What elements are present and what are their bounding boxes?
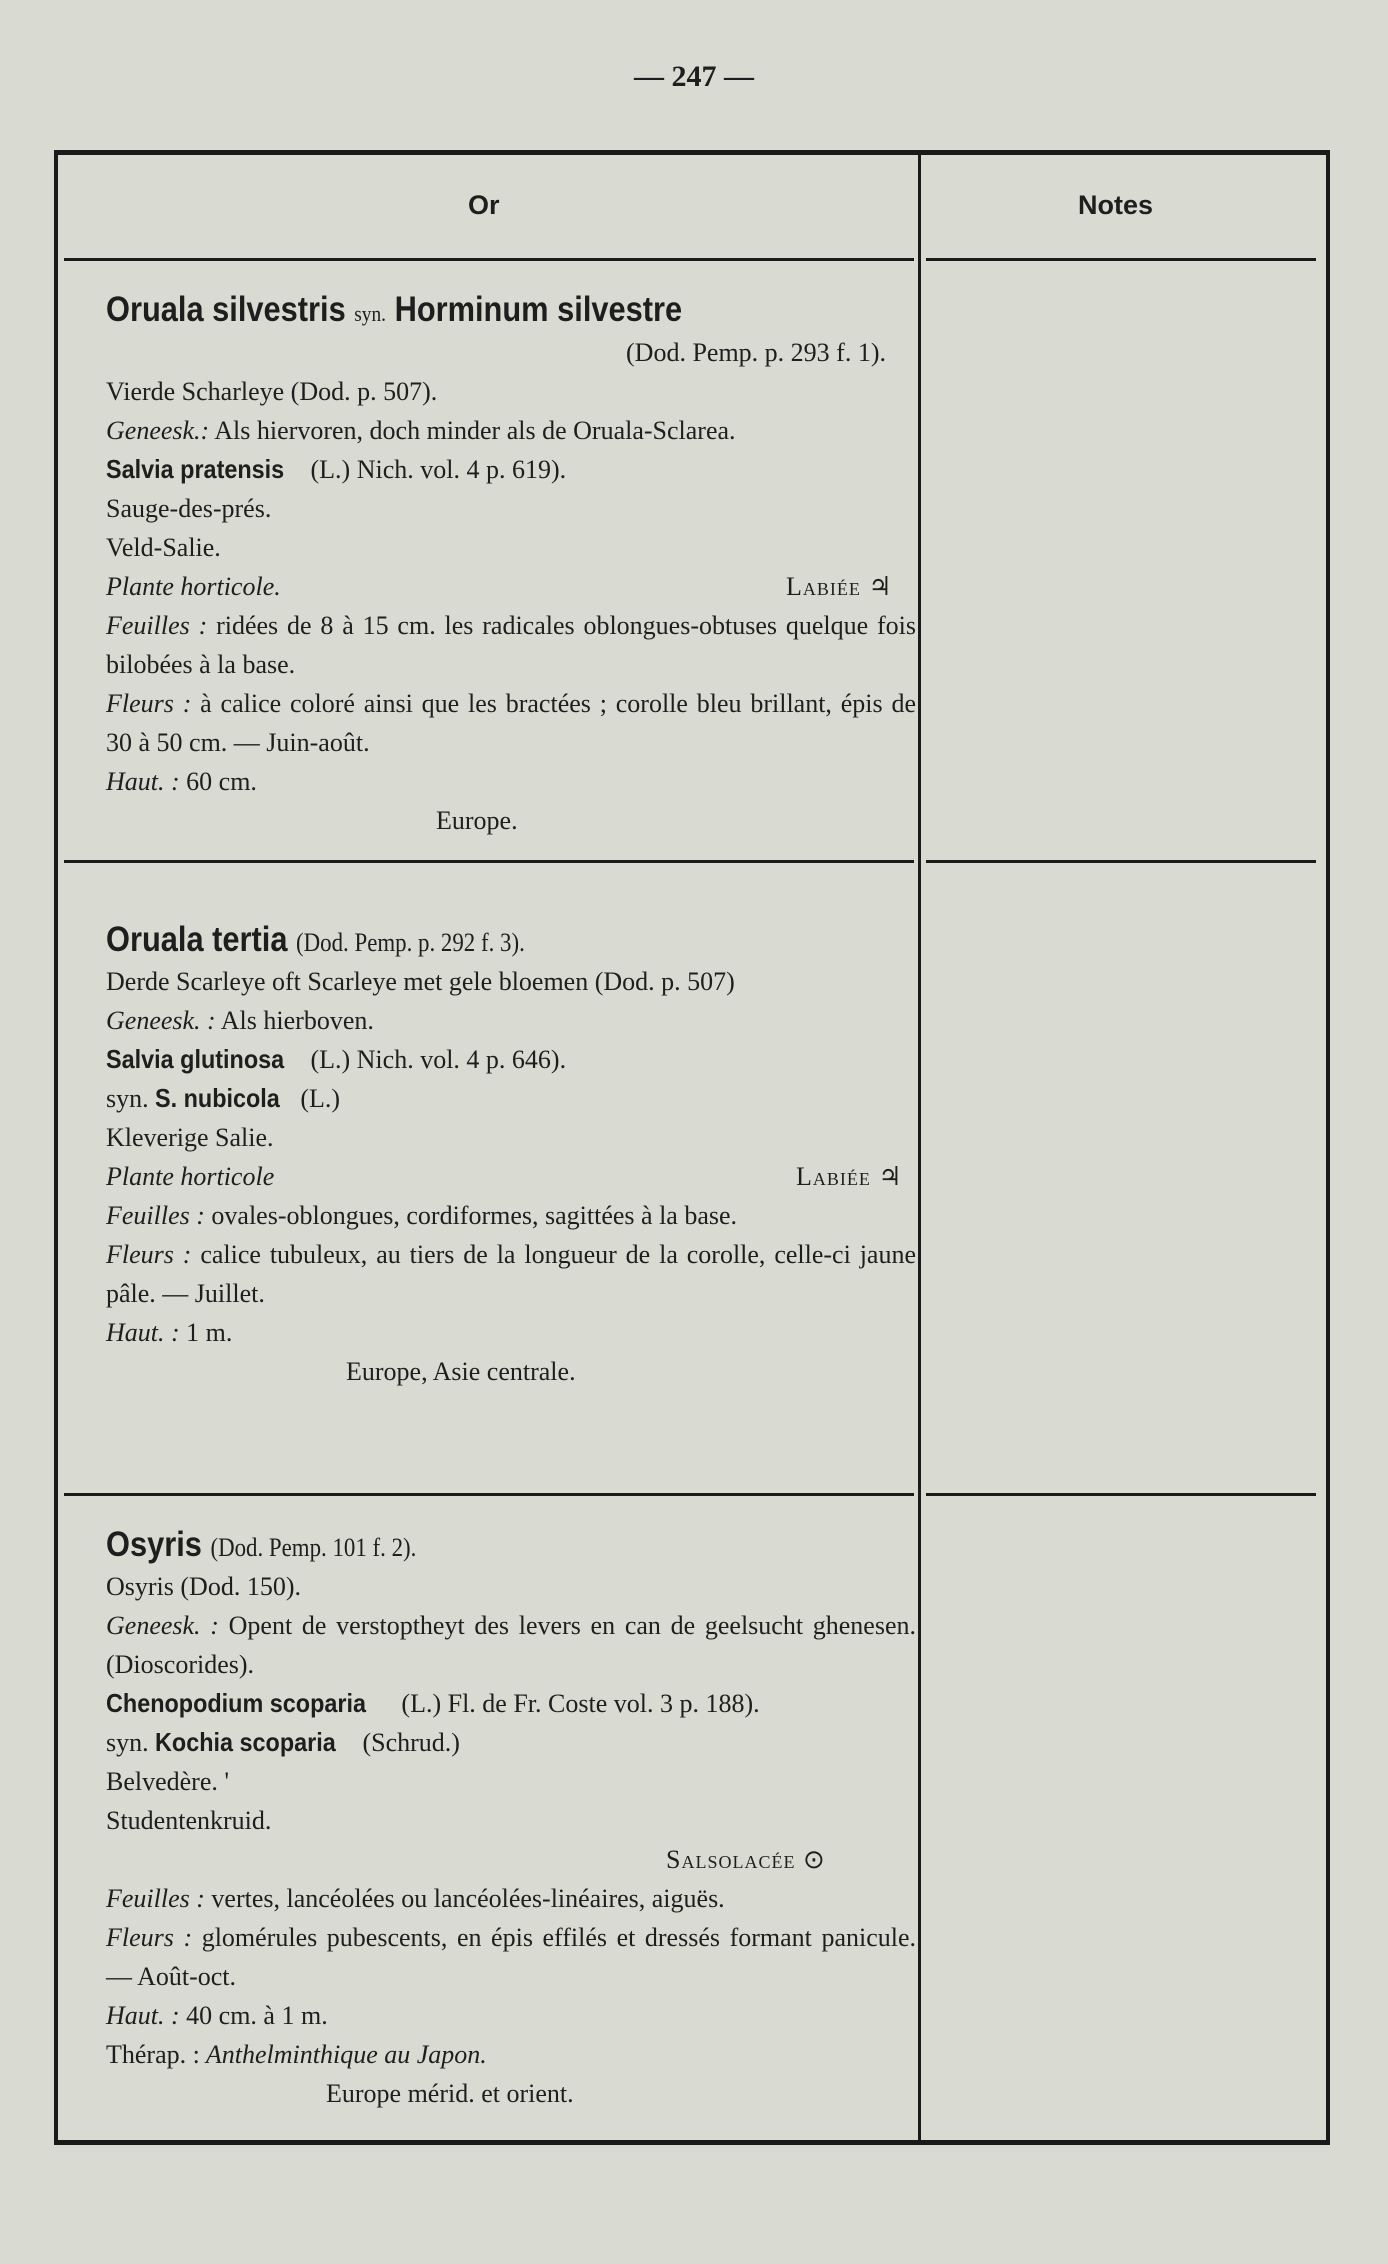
notes-divider-1 [926, 860, 1316, 863]
entry-region: Europe, Asie centrale. [346, 1357, 576, 1386]
entry-line: Sauge-des-prés. [106, 494, 272, 523]
family-label: Labiée ♃ [786, 572, 893, 601]
entries-table [54, 150, 1330, 2145]
column-divider [918, 155, 921, 2140]
header-rule-notes [926, 258, 1316, 261]
entry-oruala-tertia: Oruala tertia (Dod. Pemp. p. 292 f. 3). Derde Scarleye oft Scarleye met gele bloemen (Dod. p. 507) Geneesk. : Als hierboven. Salvia glutinosa (L.) Nich. vol. 4 p. 646). syn. S. nubicola (L.) Kleverige Salie. Plante horticole Labiée ♃ Feuilles : ovales-oblongues, cordiformes, sagittées à la base. Fleurs : calice tubuleux, au tiers de la longueur de la corolle, celle-ci jaune pâle. — Juillet. Haut. : 1 m. Europe, Asie centrale. [106, 920, 916, 1391]
entry-line: Belvedère. ' [106, 1767, 230, 1796]
column-header-or: Or [468, 190, 500, 220]
entry-line: Osyris (Dod. 150). [106, 1572, 301, 1601]
entry-line: Vierde Scharleye (Dod. p. 507). [106, 377, 438, 406]
entry-oruala-silvestris: Oruala silvestris syn. Horminum silvestre (Dod. Pemp. p. 293 f. 1). Vierde Scharleye (Dod. p. 507). Geneesk.: Als hiervoren, doch minder als de Oruala-Sclarea. Salvia pratensis (L.) Nich. vol. 4 p. 619). Sauge-des-prés. Veld-Salie. Plante horticole. Labiée ♃ Feuilles : ridées de 8 à 15 cm. les radicales oblongues-obtuses quelque fois bilobées à la base. Fleurs : à calice coloré ainsi que les bractées ; corolle bleu brillant, épis de 30 à 50 cm. — Juin-août. Haut. : 60 cm. Europe. [106, 290, 916, 840]
entry-osyris: Osyris (Dod. Pemp. 101 f. 2). Osyris (Dod. 150). Geneesk. : Opent de verstoptheyt des levers en can de geelsucht ghenesen. (Dioscorides). Chenopodium scoparia (L.) Fl. de Fr. Coste vol. 3 p. 188). syn. Kochia scoparia (Schrud.) Belvedère. ' Studentenkruid. Salsolacée ⊙ Feuilles : vertes, lancéolées ou lancéolées-linéaires, aiguës. Fleurs : glomérules pubescents, en épis effilés et dressés formant panicule. — Août-oct. Haut. : 40 cm. à 1 m. Thérap. : Anthelminthique au Japon. Europe mérid. et orient. [106, 1525, 916, 2113]
entry-title: Oruala silvestris syn. Horminum silvestre [106, 290, 683, 329]
entry-region: Europe. [436, 806, 518, 835]
page-number: — 247 — [634, 60, 754, 93]
entry-divider-2 [64, 1493, 914, 1496]
family-label: Salsolacée ⊙ [666, 1845, 826, 1874]
table-bottom-rule [58, 2140, 1326, 2145]
entry-reference: (Dod. Pemp. p. 293 f. 1). [626, 338, 886, 367]
entry-line: Studentenkruid. [106, 1806, 272, 1835]
header-rule-main [64, 258, 914, 261]
entry-region: Europe mérid. et orient. [326, 2079, 574, 2108]
entry-divider-1 [64, 860, 914, 863]
entry-title: Osyris (Dod. Pemp. 101 f. 2). [106, 1525, 417, 1564]
entry-line: Veld-Salie. [106, 533, 221, 562]
entry-title: Oruala tertia (Dod. Pemp. p. 292 f. 3). [106, 920, 525, 959]
family-label: Labiée ♃ [796, 1162, 903, 1191]
entry-line: Kleverige Salie. [106, 1123, 274, 1152]
notes-divider-2 [926, 1493, 1316, 1496]
entry-line: Derde Scarleye oft Scarleye met gele bloemen (Dod. p. 507) [106, 967, 735, 996]
column-header-notes: Notes [1078, 190, 1154, 220]
table-top-rule [58, 150, 1326, 155]
